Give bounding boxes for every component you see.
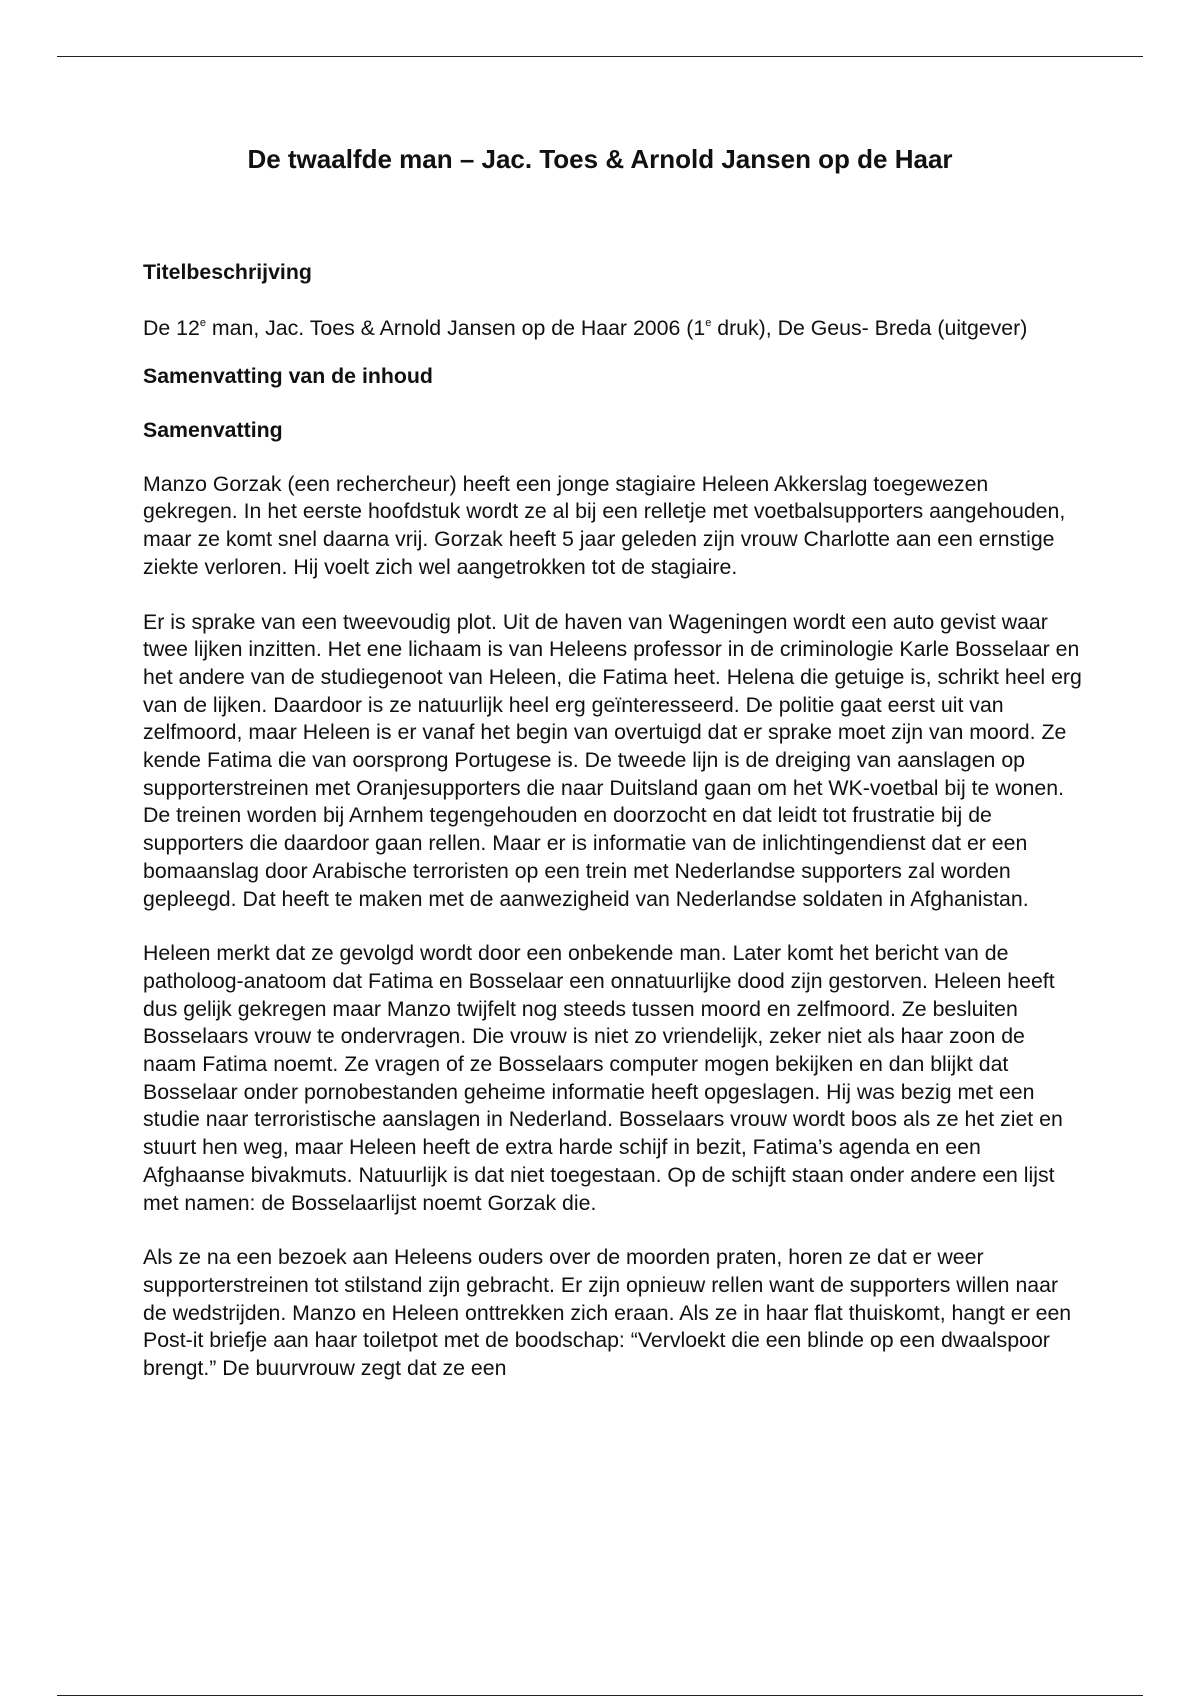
bottom-rule bbox=[57, 1695, 1143, 1696]
heading-titelbeschrijving: Titelbeschrijving bbox=[143, 260, 312, 284]
summary-paragraph-1: Manzo Gorzak (een rechercheur) heeft een jonge stagiaire Heleen Akkerslag toegewezen gekregen. In het eerste hoofdstuk wordt ze al bij een relletje met voetbalsupporters aangehouden, maar ze komt snel daarna vrij. Gorzak heeft 5 jaar geleden zijn vrouw Charlotte aan een ernstige ziekte verloren. Hij voelt zich wel aangetrokken tot de stagiaire. bbox=[143, 471, 1066, 579]
title-description-part3: druk), De Geus- Breda (uitgever) bbox=[711, 316, 1028, 340]
top-rule bbox=[57, 56, 1143, 57]
heading-samenvatting-van-de-inhoud: Samenvatting van de inhoud bbox=[143, 363, 433, 388]
title-description-part2: man, Jac. Toes & Arnold Jansen op de Haar 2006 (1 bbox=[205, 316, 706, 340]
title-description bbox=[143, 315, 1083, 343]
document-title: De twaalfde man – Jac. Toes & Arnold Jansen op de Haar bbox=[247, 144, 953, 174]
superscript-e: e bbox=[199, 317, 206, 329]
summary-paragraph-4: Als ze na een bezoek aan Heleens ouders over de moorden praten, horen ze dat er weer supporterstreinen tot stilstand zijn gebracht. Er zijn opnieuw rellen want de supporters willen naar de wedstrijden. Manzo en Heleen onttrekken zich eraan. Als ze in haar flat thuiskomt, hangt er een Post-it briefje aan haar toiletpot met de boodschap: “Vervloekt die een blinde op een dwaalspoor brengt.” De buurvrouw zegt dat ze een bbox=[143, 1245, 1072, 1381]
superscript-e: e bbox=[705, 317, 712, 329]
summary-paragraph-3: Heleen merkt dat ze gevolgd wordt door een onbekende man. Later komt het bericht van de patholoog-anatoom dat Fatima en Bosselaar een onnatuurlijke dood zijn gestorven. Heleen heeft dus gelijk gekregen maar Manzo twijfelt nog steeds tussen moord en zelfmoord. Ze besluiten Bosselaars vrouw te ondervragen. Die vrouw is niet zo vriendelijk, zeker niet als haar zoon de naam Fatima noemt. Ze vragen of ze Bosselaars computer mogen bekijken en dan blijkt dat Bosselaar onder pornobestanden geheime informatie heeft opgeslagen. Hij was bezig met een studie naar terroristische aanslagen in Nederland. Bosselaars vrouw wordt boos als ze het ziet en stuurt hen weg, maar Heleen heeft de extra harde schijf in bezit, Fatima’s agenda en een Afghaanse bivakmuts. Natuurlijk is dat niet toegestaan. Op de schijft staan onder andere een lijst met namen: de Bosselaarlijst noemt Gorzak die. bbox=[143, 941, 1063, 1215]
title-description-part1: De 12 bbox=[143, 316, 200, 340]
document-body bbox=[143, 258, 1083, 1383]
summary-paragraph-2: Er is sprake van een tweevoudig plot. Uit de haven van Wageningen wordt een auto gevist waar twee lijken inzitten. Het ene lichaam is van Heleens professor in de criminologie Karle Bosselaar en het andere van de studiegenoot van Heleen, die Fatima heet. Helena die getuige is, schrikt heel erg van de lijken. Daardoor is ze natuurlijk heel erg geïnteresseerd. De politie gaat eerst uit van zelfmoord, maar Heleen is er vanaf het begin van overtuigd dat er sprake moet zijn van moord. Ze kende Fatima die van oorsprong Portugese is. De tweede lijn is de dreiging van aanslagen op supporterstreinen met Oranjesupporters die naar Duitsland gaan om het WK-voetbal bij te wonen. De treinen worden bij Arnhem tegengehouden en doorzocht en dat leidt tot frustratie bij de supporters die daardoor gaan rellen. Maar er is informatie van de inlichtingendienst dat er een bomaanslag door Arabische terroristen op een trein met Nederlandse supporters zal worden gepleegd. Dat heeft te maken met de aanwezigheid van Nederlandse soldaten in Afghanistan. bbox=[143, 609, 1082, 911]
heading-samenvatting: Samenvatting bbox=[143, 417, 283, 442]
